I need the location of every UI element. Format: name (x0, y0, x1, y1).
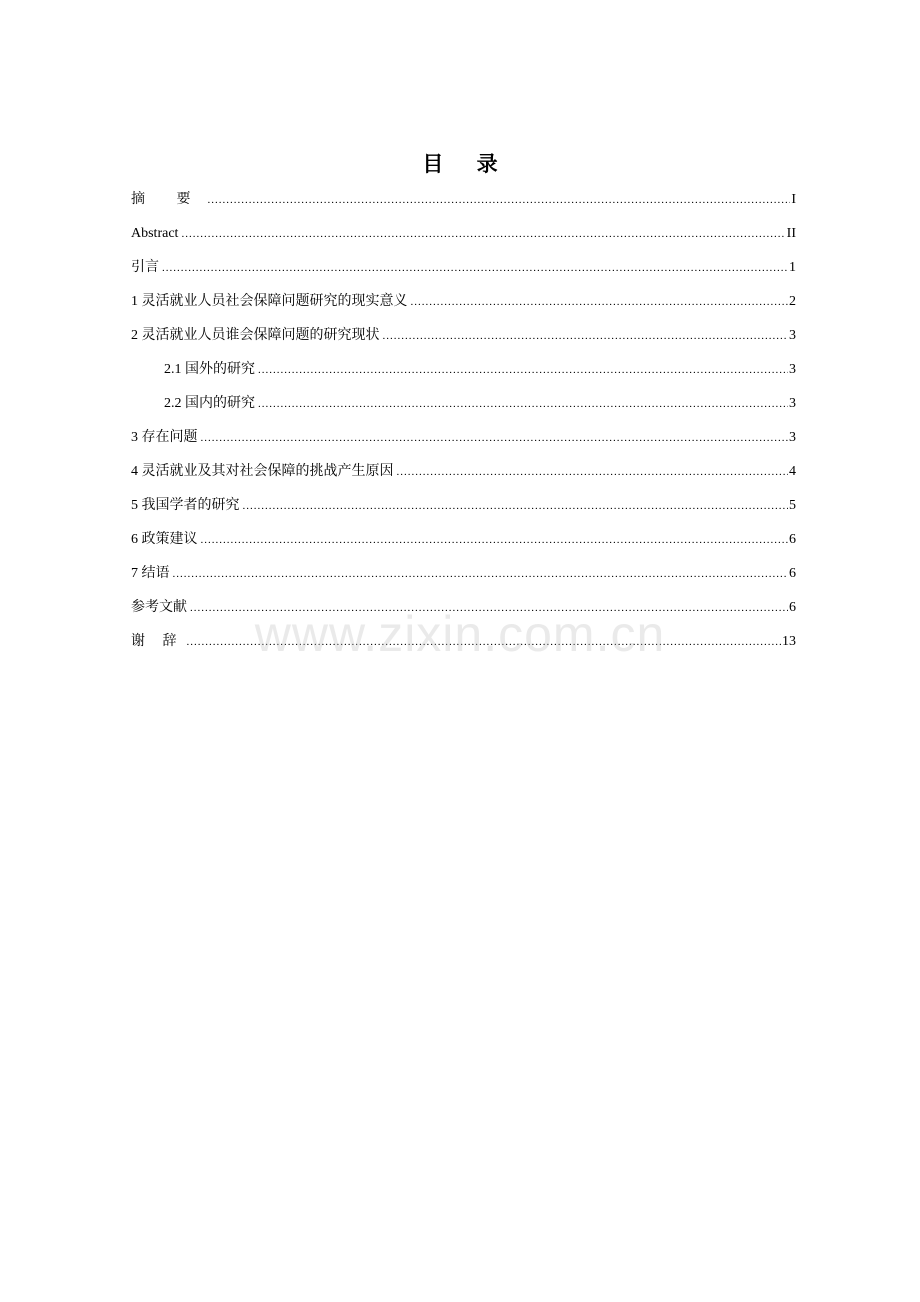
toc-entry-section-2-2[interactable] (131, 391, 796, 425)
toc-entry-label: 5 我国学者的研究 (131, 498, 240, 513)
toc-entry-abstract-cn[interactable] (131, 187, 796, 221)
toc-leader-dots (162, 255, 788, 281)
toc-entry-label: 1 灵活就业人员社会保障问题研究的现实意义 (131, 294, 408, 309)
toc-leader-dots (187, 629, 782, 655)
toc-entry-references[interactable] (131, 595, 796, 629)
toc-entry-abstract-en[interactable] (131, 221, 796, 255)
toc-entry-section-7[interactable] (131, 561, 796, 595)
toc-entry-page: 6 (789, 532, 796, 547)
toc-entry-page: 6 (789, 566, 796, 581)
toc-entry-label: 7 结语 (131, 566, 170, 581)
toc-entry-label: 4 灵活就业及其对社会保障的挑战产生原因 (131, 464, 394, 479)
toc-entry-label: 2 灵活就业人员谁会保障问题的研究现状 (131, 328, 380, 343)
toc-title: 目 录 (422, 152, 512, 176)
toc-entry-page: 3 (789, 430, 796, 445)
toc-entry-acknowledgements[interactable] (131, 629, 796, 663)
toc-entry-page: 3 (789, 362, 796, 377)
toc-entry-section-2[interactable] (131, 323, 796, 357)
toc-entry-page: 2 (789, 294, 796, 309)
toc-leader-dots (190, 595, 788, 621)
toc-entry-section-4[interactable] (131, 459, 796, 493)
table-of-contents (131, 187, 796, 663)
toc-entry-label: 谢 辞 (131, 634, 184, 649)
toc-leader-dots (243, 493, 789, 519)
toc-entry-section-6[interactable] (131, 527, 796, 561)
toc-leader-dots (258, 391, 788, 417)
toc-entry-page: 13 (782, 634, 796, 649)
toc-entry-page: 5 (789, 498, 796, 513)
toc-entry-label: 引言 (131, 260, 159, 275)
toc-entry-page: 6 (789, 600, 796, 615)
toc-entry-label: 摘 要 (131, 192, 205, 207)
toc-entry-label: 6 政策建议 (131, 532, 198, 547)
toc-entry-section-2-1[interactable] (131, 357, 796, 391)
toc-entry-label: Abstract (131, 226, 179, 241)
toc-entry-label: 3 存在问题 (131, 430, 198, 445)
watermark: www.zixin.com.cn (254, 606, 666, 662)
toc-leader-dots (173, 561, 789, 587)
toc-entry-page: I (791, 192, 796, 207)
toc-entry-label: 2.2 国内的研究 (164, 396, 255, 411)
toc-entry-label: 2.1 国外的研究 (164, 362, 255, 377)
toc-leader-dots (411, 289, 789, 315)
toc-entry-label: 参考文献 (131, 600, 187, 615)
toc-leader-dots (201, 425, 789, 451)
toc-entry-introduction[interactable] (131, 255, 796, 289)
toc-leader-dots (258, 357, 788, 383)
toc-entry-section-5[interactable] (131, 493, 796, 527)
toc-entry-page: 1 (789, 260, 796, 275)
toc-leader-dots (383, 323, 789, 349)
toc-entry-page: 4 (789, 464, 796, 479)
toc-entry-section-1[interactable] (131, 289, 796, 323)
toc-leader-dots (397, 459, 789, 485)
toc-leader-dots (201, 527, 789, 553)
toc-leader-dots (181, 221, 785, 247)
toc-entry-page: 3 (789, 328, 796, 343)
toc-entry-section-3[interactable] (131, 425, 796, 459)
toc-entry-page: 3 (789, 396, 796, 411)
toc-leader-dots (208, 187, 791, 213)
toc-entry-page: II (786, 226, 796, 241)
